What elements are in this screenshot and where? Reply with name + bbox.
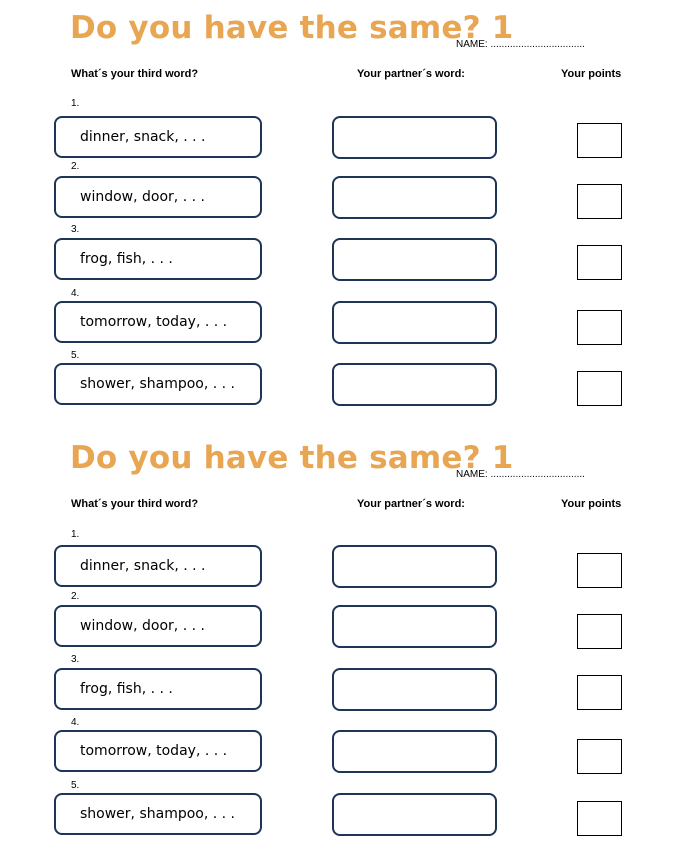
word-box xyxy=(54,238,262,280)
points-box[interactable] xyxy=(577,371,622,406)
points-box[interactable] xyxy=(577,245,622,280)
points-box[interactable] xyxy=(577,123,622,158)
word-box xyxy=(54,301,262,343)
item-number: 5. xyxy=(71,780,80,791)
word-box xyxy=(54,605,262,647)
points-box[interactable] xyxy=(577,801,622,836)
word-box xyxy=(54,793,262,835)
column-header-points: Your points xyxy=(561,68,622,80)
partner-word-box[interactable] xyxy=(332,730,497,773)
word-text: dinner, snack, . . . xyxy=(80,129,206,145)
item-number: 1. xyxy=(71,98,80,109)
word-box xyxy=(54,176,262,218)
word-box xyxy=(54,668,262,710)
partner-word-box[interactable] xyxy=(332,605,497,648)
points-box[interactable] xyxy=(577,310,622,345)
name-field[interactable]: NAME: .................................. xyxy=(456,39,585,50)
partner-word-box[interactable] xyxy=(332,116,497,159)
word-text: shower, shampoo, . . . xyxy=(80,376,236,392)
points-box[interactable] xyxy=(577,739,622,774)
column-header-third-word: What´s your third word? xyxy=(71,68,199,80)
word-text: frog, fish, . . . xyxy=(80,681,173,697)
column-header-points: Your points xyxy=(561,498,622,510)
word-text: tomorrow, today, . . . xyxy=(80,743,228,759)
points-box[interactable] xyxy=(577,614,622,649)
points-box[interactable] xyxy=(577,184,622,219)
partner-word-box[interactable] xyxy=(332,176,497,219)
word-text: window, door, . . . xyxy=(80,189,205,205)
word-text: shower, shampoo, . . . xyxy=(80,806,236,822)
partner-word-box[interactable] xyxy=(332,238,497,281)
word-box xyxy=(54,363,262,405)
word-text: tomorrow, today, . . . xyxy=(80,314,228,330)
points-box[interactable] xyxy=(577,675,622,710)
item-number: 3. xyxy=(71,654,80,665)
word-box xyxy=(54,116,262,158)
points-box[interactable] xyxy=(577,553,622,588)
item-number: 4. xyxy=(71,717,80,728)
item-number: 2. xyxy=(71,591,80,602)
column-header-partner-word: Your partner´s word: xyxy=(357,498,465,510)
worksheet-title: Do you have the same? 1 xyxy=(70,440,514,476)
word-text: window, door, . . . xyxy=(80,618,205,634)
partner-word-box[interactable] xyxy=(332,301,497,344)
worksheet-title: Do you have the same? 1 xyxy=(70,10,514,46)
column-header-third-word: What´s your third word? xyxy=(71,498,199,510)
name-field[interactable]: NAME: .................................. xyxy=(456,469,585,480)
partner-word-box[interactable] xyxy=(332,668,497,711)
worksheet-section-2 xyxy=(0,430,673,860)
partner-word-box[interactable] xyxy=(332,363,497,406)
partner-word-box[interactable] xyxy=(332,793,497,836)
word-text: frog, fish, . . . xyxy=(80,251,173,267)
partner-word-box[interactable] xyxy=(332,545,497,588)
word-text: dinner, snack, . . . xyxy=(80,558,206,574)
word-box xyxy=(54,545,262,587)
item-number: 5. xyxy=(71,350,80,361)
column-header-partner-word: Your partner´s word: xyxy=(357,68,465,80)
item-number: 1. xyxy=(71,529,80,540)
item-number: 2. xyxy=(71,161,80,172)
item-number: 3. xyxy=(71,224,80,235)
item-number: 4. xyxy=(71,288,80,299)
word-box xyxy=(54,730,262,772)
